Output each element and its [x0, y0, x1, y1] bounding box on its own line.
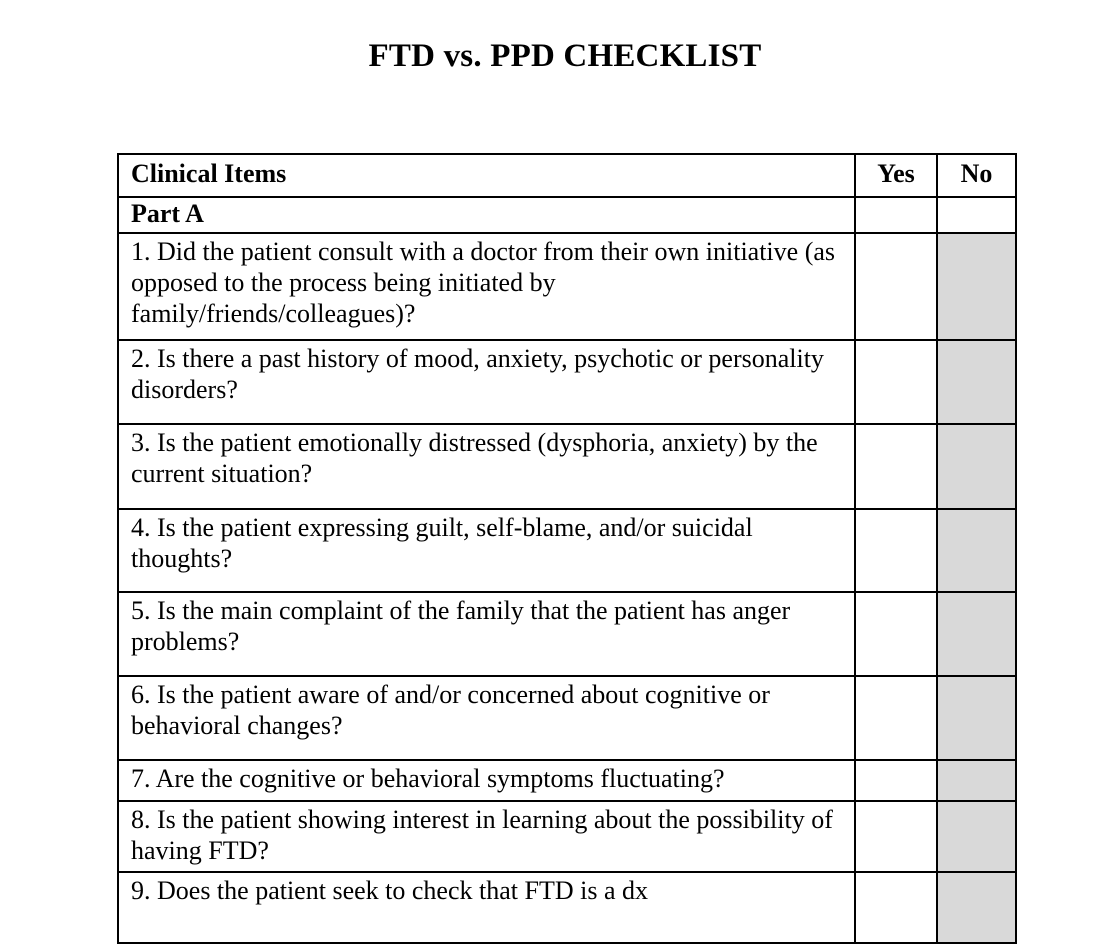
yes-checkbox-cell[interactable] — [855, 340, 937, 424]
part-row — [118, 197, 1016, 233]
no-checkbox-cell[interactable] — [937, 509, 1016, 592]
table-row — [118, 509, 1016, 592]
item-text: 9. Does the patient seek to check that FTD is a dx — [118, 872, 855, 943]
header-no: No — [937, 154, 1016, 197]
yes-checkbox-cell[interactable] — [855, 872, 937, 943]
yes-checkbox-cell[interactable] — [855, 424, 937, 509]
item-text: 4. Is the patient expressing guilt, self-blame, and/or suicidal thoughts? — [118, 509, 855, 592]
table-row — [118, 592, 1016, 676]
no-checkbox-cell[interactable] — [937, 233, 1016, 340]
yes-checkbox-cell[interactable] — [855, 233, 937, 340]
table-row — [118, 424, 1016, 509]
table-row — [118, 801, 1016, 872]
no-checkbox-cell[interactable] — [937, 592, 1016, 676]
yes-checkbox-cell[interactable] — [855, 801, 937, 872]
table-row — [118, 872, 1016, 943]
header-yes: Yes — [855, 154, 937, 197]
header-row — [118, 154, 1016, 197]
item-text: 5. Is the main complaint of the family that the patient has anger problems? — [118, 592, 855, 676]
table-row — [118, 340, 1016, 424]
yes-checkbox-cell[interactable] — [855, 509, 937, 592]
no-checkbox-cell[interactable] — [937, 801, 1016, 872]
part-label: Part A — [118, 197, 855, 233]
yes-checkbox-cell[interactable] — [855, 760, 937, 801]
table-row — [118, 676, 1016, 760]
item-text: 7. Are the cognitive or behavioral symptoms fluctuating? — [118, 760, 855, 801]
table-row — [118, 760, 1016, 801]
item-text: 2. Is there a past history of mood, anxiety, psychotic or personality disorders? — [118, 340, 855, 424]
yes-checkbox-cell[interactable] — [855, 676, 937, 760]
no-checkbox-cell[interactable] — [937, 340, 1016, 424]
table-row — [118, 233, 1016, 340]
item-text: 3. Is the patient emotionally distressed (dysphoria, anxiety) by the current situation? — [118, 424, 855, 509]
checklist-table — [117, 153, 1017, 944]
part-no-cell — [937, 197, 1016, 233]
no-checkbox-cell[interactable] — [937, 676, 1016, 760]
no-checkbox-cell[interactable] — [937, 872, 1016, 943]
item-text: 6. Is the patient aware of and/or concerned about cognitive or behavioral changes? — [118, 676, 855, 760]
no-checkbox-cell[interactable] — [937, 424, 1016, 509]
part-yes-cell — [855, 197, 937, 233]
item-text: 1. Did the patient consult with a doctor from their own initiative (as opposed to the process being initiated by family/friends/colleagues)? — [118, 233, 855, 340]
header-clinical-items: Clinical Items — [118, 154, 855, 197]
no-checkbox-cell[interactable] — [937, 760, 1016, 801]
yes-checkbox-cell[interactable] — [855, 592, 937, 676]
item-text: 8. Is the patient showing interest in learning about the possibility of having FTD? — [118, 801, 855, 872]
page-title: FTD vs. PPD CHECKLIST — [368, 38, 762, 74]
